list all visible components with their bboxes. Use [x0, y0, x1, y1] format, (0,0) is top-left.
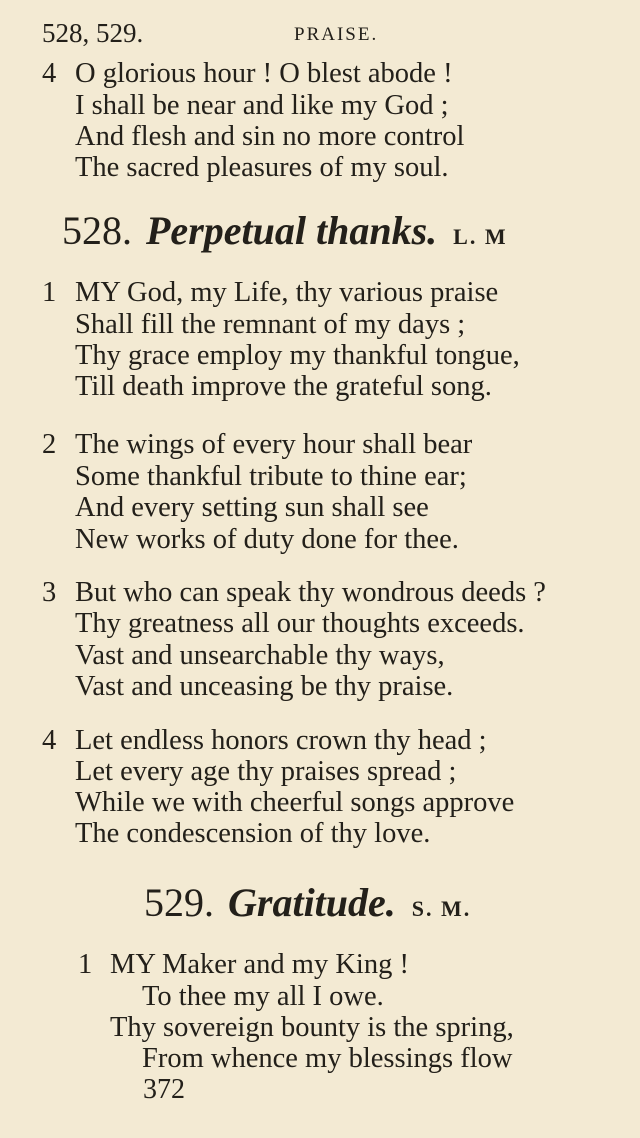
verse-number: 1 [42, 277, 57, 308]
hymn-number: 528. [62, 208, 132, 253]
running-header [42, 18, 610, 48]
verse-line: Let every age thy praises spread ; [75, 756, 457, 787]
verse-line: And every setting sun shall see [75, 492, 429, 523]
verse-line: O glorious hour ! O blest abode ! [75, 58, 453, 89]
hymn-528-heading [62, 208, 508, 253]
hymn-meter: L. M [453, 224, 508, 249]
verse-line: MY God, my Life, thy various praise [75, 277, 499, 308]
verse-line: Vast and unceasing be thy praise. [75, 671, 454, 702]
verse-line: MY Maker and my King ! [110, 949, 409, 980]
hymn-title: Perpetual thanks. [146, 208, 438, 253]
verse-line: The wings of every hour shall bear [75, 429, 473, 460]
verse-line: Vast and unsearchable thy ways, [75, 640, 445, 671]
verse-line: Thy sovereign bounty is the spring, [110, 1012, 514, 1043]
verse-line: To thee my all I owe. [142, 981, 384, 1012]
verse-line: New works of duty done for thee. [75, 524, 459, 555]
verse-line: But who can speak thy wondrous deeds ? [75, 577, 546, 608]
verse-number: 1 [78, 949, 93, 980]
page-number: 372 [143, 1074, 185, 1105]
verse-line: Shall fill the remnant of my days ; [75, 309, 466, 340]
header-section-title: PRAISE. [294, 24, 379, 45]
verse-line: From whence my blessings flow [142, 1043, 513, 1074]
verse-line: The sacred pleasures of my soul. [75, 152, 449, 183]
hymn-title: Gratitude. [228, 880, 396, 925]
verse-line: I shall be near and like my God ; [75, 90, 449, 121]
hymn-number: 529. [144, 880, 214, 925]
verse-number: 2 [42, 429, 57, 460]
hymn-meter: S. M. [411, 896, 472, 921]
verse-line: Thy greatness all our thoughts exceeds. [75, 608, 525, 639]
verse-line: The condescension of thy love. [75, 818, 431, 849]
verse-line: Till death improve the grateful song. [75, 371, 492, 402]
verse-line: And flesh and sin no more control [75, 121, 465, 152]
verse-line: While we with cheerful songs approve [75, 787, 515, 818]
verse-line: Some thankful tribute to thine ear; [75, 461, 467, 492]
verse-number: 4 [42, 725, 57, 756]
hymn-529-heading [144, 880, 472, 925]
verse-number: 3 [42, 577, 57, 608]
verse-line: Thy grace employ my thankful tongue, [75, 340, 520, 371]
verse-number: 4 [42, 58, 57, 89]
header-hymn-numbers: 528, 529. [42, 18, 144, 48]
verse-line: Let endless honors crown thy head ; [75, 725, 487, 756]
